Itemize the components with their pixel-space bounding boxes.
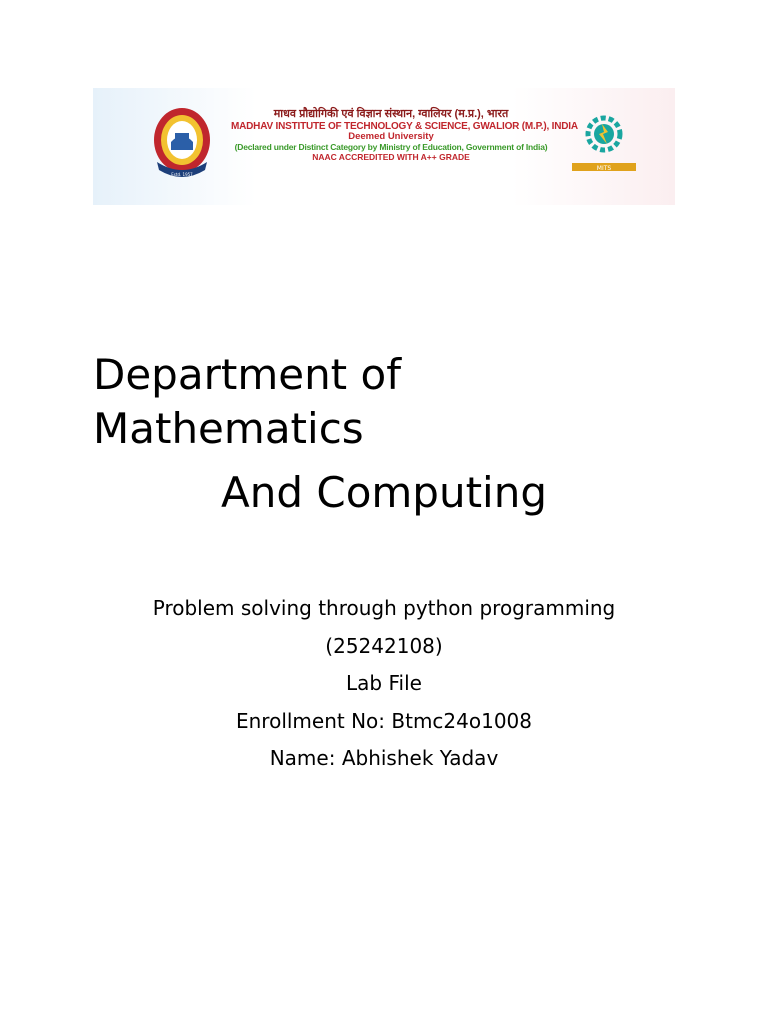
course-code: (25242108) (325, 633, 443, 658)
department-title-line1: Department of (93, 350, 401, 399)
institute-name-hindi: माधव प्रौद्योगिकी एवं विज्ञान संस्थान, ग्वालियर (म.प्र.), भारत (273, 108, 509, 120)
document-type: Lab File (346, 671, 422, 695)
banner-text-block (231, 108, 578, 163)
student-name: Name: Abhishek Yadav (269, 746, 499, 770)
declared-status-text: (Declared under Distinct Category by Ministry of Education, Government of India) (234, 142, 548, 153)
institute-seal-icon (151, 106, 213, 182)
course-title: Problem solving through python programming (152, 596, 616, 620)
deemed-university-label: Deemed University (348, 131, 434, 143)
lab-file-info (0, 590, 768, 778)
department-title-line2: Mathematics (93, 404, 364, 453)
department-title (93, 348, 653, 456)
institute-name-english: MADHAV INSTITUTE OF TECHNOLOGY & SCIENCE, GWALIOR (M.P.), INDIA (231, 120, 578, 132)
mits-logo-text: MITS (596, 165, 612, 172)
enrollment-number: Enrollment No: Btmc24o1008 (235, 708, 533, 733)
seal-est-text: Estd. 1957 (171, 172, 193, 177)
naac-accreditation-text: NAAC ACCREDITED WITH A++ GRADE (312, 151, 470, 162)
institute-banner (93, 88, 675, 205)
mits-logo-icon (568, 110, 640, 178)
department-subtitle: And Computing (221, 468, 547, 517)
